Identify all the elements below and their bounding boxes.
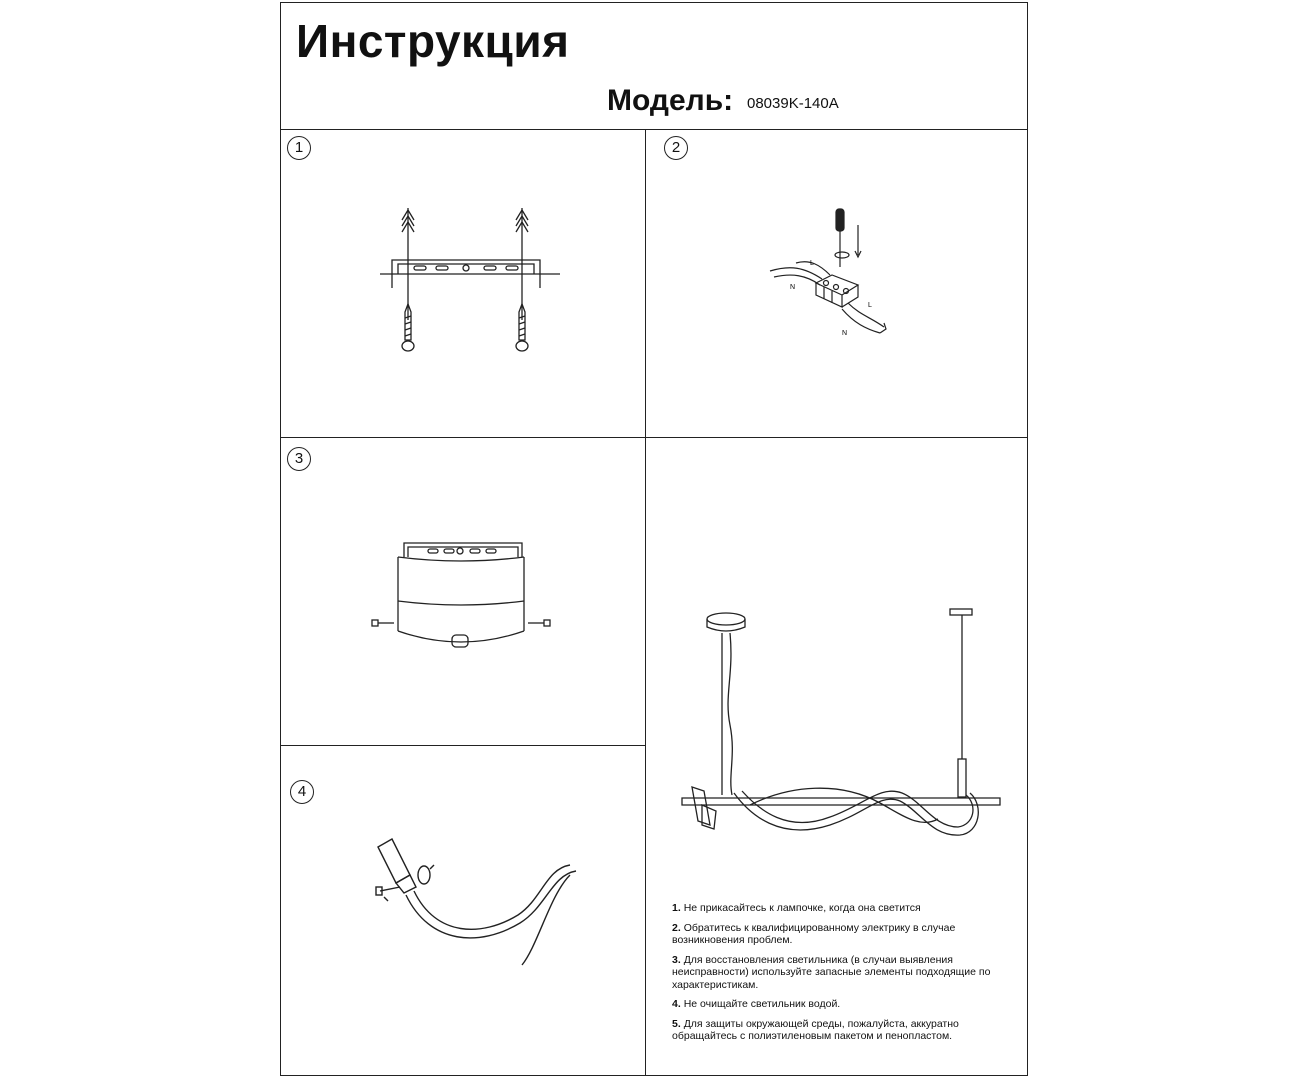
note-text: Не очищайте светильник водой.	[683, 998, 841, 1010]
note-number: 2.	[672, 921, 681, 934]
wiring-terminal-diagram	[760, 205, 910, 345]
note-text: Для восстановления светильника (в случаи выявления неисправности) используйте запасные элементы подходящие по характеристикам.	[672, 953, 991, 991]
canopy-mounting-diagram	[368, 535, 558, 660]
note-number: 1.	[672, 902, 681, 914]
note-text: Обратитесь к квалифицированному электрику в случае возникновения проблем.	[672, 921, 956, 946]
note-item	[672, 1018, 1012, 1043]
step-number-1: 1	[287, 136, 311, 160]
model-value: 08039K-140A	[747, 95, 839, 112]
wire-label-n-bottom: N	[842, 330, 848, 337]
assembled-lamp-diagram	[670, 605, 1015, 845]
note-number: 3.	[672, 953, 681, 966]
note-text: Для защиты окружающей среды, пожалуйста, аккуратно обращайтесь с полиэтиленовым пакетом и пенопластом.	[672, 1017, 959, 1042]
arm-connection-diagram	[370, 835, 600, 975]
wire-label-l-top: L	[810, 260, 814, 267]
row-divider-1	[280, 437, 1028, 438]
note-item	[672, 954, 1012, 992]
note-item	[672, 998, 1012, 1011]
wire-label-l-bottom: L	[868, 302, 872, 309]
safety-notes	[672, 902, 1012, 1050]
row-divider-2	[280, 745, 646, 746]
model-label: Модель:	[607, 84, 734, 117]
note-text: Не прикасайтесь к лампочке, когда она светится	[683, 902, 921, 914]
step-number-4: 4	[290, 780, 314, 804]
bracket-mounting-diagram	[370, 200, 570, 370]
step-number-2: 2	[664, 136, 688, 160]
center-divider	[645, 129, 646, 1076]
wire-label-n-top: N	[790, 284, 796, 291]
page-title: Инструкция	[296, 15, 570, 67]
step-number-3: 3	[287, 447, 311, 471]
note-item	[672, 922, 1012, 947]
note-number: 4.	[672, 998, 681, 1010]
header-divider	[280, 129, 1028, 130]
note-item	[672, 902, 1012, 915]
note-number: 5.	[672, 1017, 681, 1030]
